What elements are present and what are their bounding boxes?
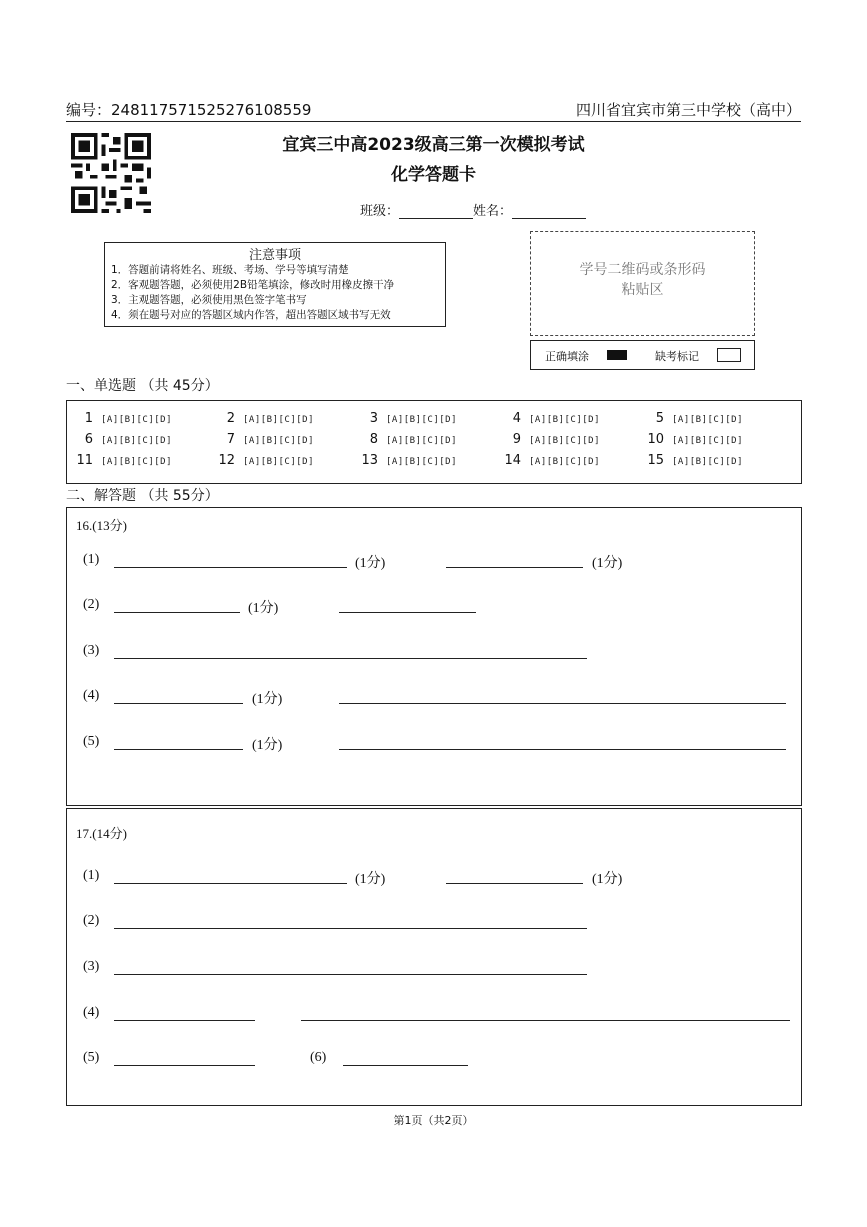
fill-legend [530, 340, 755, 370]
class-label: 班级： [360, 204, 400, 219]
student-info-row [360, 200, 586, 219]
name-label: 姓名： [473, 204, 513, 219]
answer-line[interactable] [114, 928, 587, 929]
question-number: 1 [84, 411, 93, 426]
question-number: 11 [76, 453, 93, 468]
section2-title: 二、解答题 （共 55分） [66, 488, 219, 504]
choice-item[interactable] [356, 432, 457, 447]
barcode-label-sub: 粘贴区 [621, 282, 664, 298]
notice-item: 3．主观题答题，必须使用黑色签字笔书写 [111, 294, 307, 306]
question-number: 10 [647, 432, 664, 447]
exam-serial: 编号：248117571525276108559 [66, 101, 312, 119]
school-name: 四川省宜宾市第三中学校（高中） [575, 101, 801, 119]
part-score: (1分) [248, 601, 279, 616]
choice-options[interactable]: [A][B][C][D] [529, 415, 601, 425]
answer-line[interactable] [339, 749, 786, 750]
part-label: (1) [83, 552, 100, 567]
answer-line[interactable] [114, 658, 587, 659]
choice-grid [66, 400, 802, 484]
sheet-subtitle: 化学答题卡 [391, 165, 476, 185]
section1-title: 一、单选题 （共 45分） [66, 378, 219, 394]
answer-line[interactable] [301, 1020, 790, 1021]
question-number: 12 [218, 453, 235, 468]
question-number: 15 [647, 453, 664, 468]
barcode-paste-area [530, 231, 755, 336]
choice-options[interactable]: [A][B][C][D] [529, 436, 601, 446]
part-score: (1分) [355, 556, 386, 571]
choice-item[interactable] [356, 411, 457, 426]
choice-item[interactable] [213, 453, 314, 468]
part-label: (4) [83, 1005, 100, 1020]
class-blank[interactable] [399, 204, 473, 219]
choice-item[interactable] [499, 453, 600, 468]
name-blank[interactable] [512, 204, 586, 219]
choice-options[interactable]: [A][B][C][D] [529, 457, 601, 467]
choice-item[interactable] [499, 411, 600, 426]
choice-options[interactable]: [A][B][C][D] [672, 436, 744, 446]
header-divider [66, 121, 801, 122]
answer-line[interactable] [114, 749, 243, 750]
choice-options[interactable]: [A][B][C][D] [386, 436, 458, 446]
exam-title: 宜宾三中高2023级高三第一次模拟考试 [282, 135, 585, 155]
answer-line[interactable] [114, 1020, 255, 1021]
answer-line[interactable] [114, 974, 587, 975]
part-label: (3) [83, 959, 100, 974]
choice-options[interactable]: [A][B][C][D] [672, 415, 744, 425]
page-number: 第1页（共2页） [393, 1114, 474, 1127]
answer-line[interactable] [446, 883, 583, 884]
choice-item[interactable] [71, 411, 172, 426]
answer-line[interactable] [446, 567, 583, 568]
choice-options[interactable]: [A][B][C][D] [386, 415, 458, 425]
barcode-label: 学号二维码或条形码 [579, 262, 706, 278]
notice-title: 注意事项 [248, 248, 301, 263]
answer-line[interactable] [114, 612, 240, 613]
answer-line[interactable] [114, 883, 347, 884]
part-label: (2) [83, 597, 100, 612]
part-label: (1) [83, 868, 100, 883]
choice-options[interactable]: [A][B][C][D] [243, 457, 315, 467]
question-number: 13 [361, 453, 378, 468]
question-number: 6 [84, 432, 93, 447]
answer-box-q16 [66, 507, 802, 806]
choice-item[interactable] [642, 432, 743, 447]
notice-item: 2．客观题答题，必须使用2B铅笔填涂，修改时用橡皮擦干净 [111, 279, 395, 291]
question-title: 16.(13分) [76, 518, 127, 533]
answer-line[interactable] [114, 703, 243, 704]
part-score: (1分) [355, 872, 386, 887]
question-number: 8 [369, 432, 378, 447]
question-number: 4 [512, 411, 521, 426]
part-score: (1分) [252, 738, 283, 753]
part-label: (3) [83, 643, 100, 658]
choice-options[interactable]: [A][B][C][D] [101, 415, 173, 425]
choice-options[interactable]: [A][B][C][D] [101, 436, 173, 446]
answer-line[interactable] [114, 1065, 255, 1066]
choice-item[interactable] [642, 453, 743, 468]
part-label: (4) [83, 688, 100, 703]
question-number: 7 [226, 432, 235, 447]
choice-item[interactable] [71, 453, 172, 468]
part-label: (6) [310, 1050, 327, 1065]
part-score: (1分) [252, 692, 283, 707]
choice-options[interactable]: [A][B][C][D] [101, 457, 173, 467]
choice-options[interactable]: [A][B][C][D] [672, 457, 744, 467]
choice-item[interactable] [499, 432, 600, 447]
filled-mark-icon [607, 350, 627, 360]
answer-line[interactable] [339, 612, 476, 613]
question-number: 14 [504, 453, 521, 468]
legend-absent-label: 缺考标记 [655, 350, 699, 363]
part-label: (5) [83, 734, 100, 749]
part-label: (5) [83, 1050, 100, 1065]
choice-item[interactable] [213, 411, 314, 426]
choice-options[interactable]: [A][B][C][D] [243, 436, 315, 446]
question-number: 3 [369, 411, 378, 426]
question-number: 5 [655, 411, 664, 426]
answer-line[interactable] [339, 703, 786, 704]
choice-item[interactable] [213, 432, 314, 447]
choice-item[interactable] [642, 411, 743, 426]
absent-mark-box[interactable] [717, 348, 741, 362]
question-number: 9 [512, 432, 521, 447]
part-label: (2) [83, 913, 100, 928]
notice-item: 4．须在题号对应的答题区域内作答，超出答题区域书写无效 [111, 309, 391, 321]
notice-item: 1．答题前请将姓名、班级、考场、学号等填写清楚 [111, 264, 349, 276]
choice-options[interactable]: [A][B][C][D] [243, 415, 315, 425]
choice-item[interactable] [71, 432, 172, 447]
legend-correct-label: 正确填涂 [545, 350, 589, 363]
choice-options[interactable]: [A][B][C][D] [386, 457, 458, 467]
answer-box-q17 [66, 808, 802, 1106]
question-title: 17.(14分) [76, 826, 127, 841]
choice-item[interactable] [356, 453, 457, 468]
part-score: (1分) [592, 872, 623, 887]
notice-box [104, 242, 446, 327]
part-score: (1分) [592, 556, 623, 571]
answer-line[interactable] [343, 1065, 468, 1066]
answer-line[interactable] [114, 567, 347, 568]
question-number: 2 [226, 411, 235, 426]
